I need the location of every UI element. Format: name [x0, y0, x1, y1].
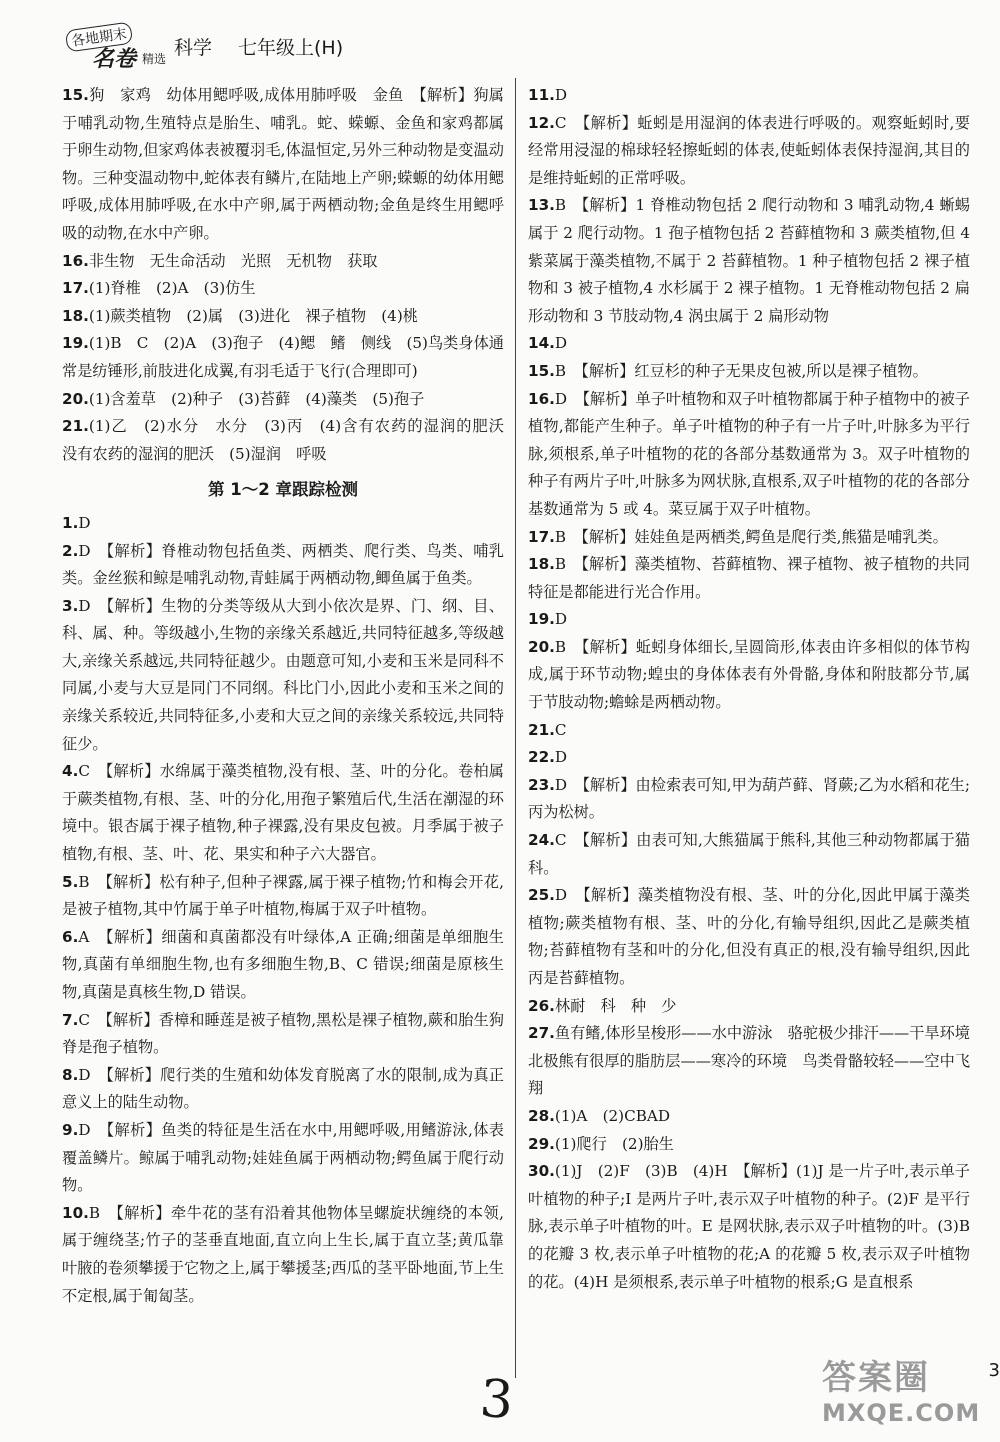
series-logo — [62, 24, 168, 72]
answer-text: D — [554, 334, 568, 353]
answer-item — [62, 510, 504, 538]
answer-text: D — [554, 86, 568, 104]
answer-item — [528, 993, 970, 1021]
answer-number: 18. — [62, 306, 89, 325]
answer-item — [528, 606, 970, 634]
answer-number: 15. — [62, 86, 89, 104]
answer-item — [528, 192, 970, 330]
answer-item — [528, 827, 970, 882]
answer-text: 非生物 无生命活动 光照 无机物 获取 — [88, 251, 378, 270]
answer-number: 17. — [528, 527, 555, 546]
answer-text: D 【解析】脊椎动物包括鱼类、两栖类、爬行类、鸟类、哺乳类。金丝猴和鲸是哺乳动物,青蛙属于两栖动物,鲫鱼属于鱼类。 — [62, 541, 504, 588]
answer-item — [62, 386, 504, 414]
answer-number: 21. — [528, 720, 555, 739]
answer-number: 10. — [62, 1203, 89, 1222]
answer-number: 27. — [528, 1024, 555, 1043]
page-header — [62, 24, 344, 72]
answer-item — [528, 110, 970, 193]
answer-item — [528, 524, 970, 552]
answer-item — [62, 303, 504, 331]
subject-label: 科学 — [174, 36, 213, 59]
answer-text: D — [554, 748, 568, 767]
answer-text: (1)蕨类植物 (2)属 (3)进化 裸子植物 (4)桃 — [88, 306, 418, 325]
answer-number: 30. — [528, 1162, 555, 1181]
answer-number: 24. — [528, 831, 555, 850]
answer-number: 19. — [528, 610, 555, 629]
handwritten-page-mark: 3 — [477, 1368, 516, 1432]
answer-item — [528, 82, 970, 110]
answer-number: 15. — [528, 361, 555, 380]
answer-item — [62, 1062, 504, 1117]
answer-text: B 【解析】娃娃鱼是两栖类,鳄鱼是爬行类,熊猫是哺乳类。 — [554, 527, 948, 546]
answer-text: D 【解析】单子叶植物和双子叶植物都属于种子植物中的被子植物,都能产生种子。单子叶植物的种子有一片子叶,叶脉多为平行脉,须根系,单子叶植物的花的各部分基数通常为 3。双子叶植物的种子有两片子叶,叶脉多为网状脉,直根系,双子叶植物的花的各部分基数通常为 5 或 4。菜豆属于双子叶植物。 — [528, 389, 970, 518]
answer-text: (1)脊椎 (2)A (3)仿生 — [88, 279, 256, 298]
answer-text: C 【解析】蚯蚓是用湿润的体表进行呼吸的。观察蚯蚓时,要经常用浸湿的棉球轻轻擦蚯蚓的体表,使蚯蚓体表保持湿润,其目的是维持蚯蚓的正常呼吸。 — [528, 113, 970, 187]
answer-number: 11. — [528, 86, 555, 104]
answer-text: 林耐 科 种 少 — [554, 996, 677, 1015]
answer-text: C — [554, 720, 567, 739]
answer-item — [62, 248, 504, 276]
answer-item — [528, 1020, 986, 1103]
answer-text: (1)J (2)F (3)B (4)H 【解析】(1)J 是一片子叶,表示单子叶植物的种子;I 是两片子叶,表示双子叶植物的种子。(2)F 是平行脉,表示单子叶植物的叶。E 是网状脉,表示双子叶植物的叶。(3)B 的花瓣 3 枚,表示单子叶植物的花;A 的花瓣 5 枚,表示双子叶植物的花。(4)H 是须根系,表示单子叶植物的根系;G 是直根系 — [528, 1162, 970, 1291]
answer-number: 19. — [62, 334, 89, 353]
answer-item — [62, 538, 504, 593]
answer-text: C 【解析】由表可知,大熊猫属于熊科,其他三种动物都属于猫科。 — [528, 831, 970, 877]
answer-text: D — [554, 610, 568, 629]
answer-item — [62, 924, 504, 1007]
answer-text: B 【解析】牵牛花的茎有沿着其他物体呈螺旋状缠绕的本领,属于缠绕茎;竹子的茎垂直地面,直立向上生长,属于直立茎;黄瓜靠叶腋的卷须攀援于它物之上,属于攀援茎;西瓜的茎平卧地面,节上生不定根,属于匍匐茎。 — [62, 1203, 504, 1305]
watermark-logo — [822, 1350, 992, 1430]
answer-number: 29. — [528, 1134, 555, 1153]
answer-number: 28. — [528, 1106, 555, 1125]
left-answer-list — [62, 82, 520, 468]
answer-item — [62, 330, 504, 385]
answer-number: 20. — [62, 389, 89, 408]
answer-item — [62, 413, 520, 468]
answer-number: 22. — [528, 748, 555, 767]
answer-text: (1)A (2)CBAD — [554, 1106, 671, 1125]
answer-text: B 【解析】红豆杉的种子无果皮包被,所以是裸子植物。 — [554, 361, 928, 380]
answer-number: 5. — [62, 872, 79, 891]
answer-text: C 【解析】香樟和睡莲是被子植物,黑松是裸子植物,蕨和胎生狗脊是孢子植物。 — [62, 1010, 504, 1057]
answer-item — [62, 1007, 504, 1062]
answer-text: 鱼有鳍,体形呈梭形——水中游泳 骆驼极少排汗——干旱环境 北极熊有很厚的脂肪层——寒冷的环境 鸟类骨骼较轻——空中飞翔 — [528, 1024, 986, 1098]
answer-item — [62, 1117, 504, 1200]
section-title: 第 1～2 章跟踪检测 — [208, 480, 358, 500]
watermark-bottom-text: MXQE.COM — [822, 1399, 981, 1427]
answer-item — [528, 744, 970, 772]
answer-text: (1)爬行 (2)胎生 — [554, 1134, 674, 1153]
answer-number: 4. — [62, 762, 79, 781]
answer-text: (1)B C (2)A (3)孢子 (4)鳃 鳍 侧线 (5)鸟类身体通常是纺锤形,前肢进化成翼,有羽毛适于飞行(合理即可) — [62, 334, 504, 380]
answer-item — [528, 1158, 970, 1296]
answer-number: 6. — [62, 927, 79, 946]
answer-item — [528, 634, 970, 717]
answer-number: 20. — [528, 637, 555, 656]
column-divider — [515, 78, 516, 1378]
answer-item — [62, 869, 504, 924]
answer-item — [528, 882, 970, 992]
answer-text: A 【解析】细菌和真菌都没有叶绿体,A 正确;细菌是单细胞生物,真菌有单细胞生物,也有多细胞生物,B、C 错误;细菌是原核生物,真菌是真核生物,D 错误。 — [62, 927, 504, 1001]
answer-text: (1)含羞草 (2)种子 (3)苔藓 (4)藻类 (5)孢子 — [88, 389, 425, 408]
answer-number: 16. — [528, 389, 555, 408]
answer-item — [62, 82, 504, 248]
answer-item — [528, 386, 970, 524]
right-answer-list — [528, 82, 986, 1296]
answer-text: D 【解析】鱼类的特征是生活在水中,用鳃呼吸,用鳍游泳,体表覆盖鳞片。鲸属于哺乳动物;娃娃鱼属于两栖动物;鳄鱼属于爬行动物。 — [62, 1120, 504, 1195]
answer-item — [528, 358, 970, 386]
right-column — [528, 82, 986, 1296]
answer-text: D 【解析】爬行类的生殖和幼体发育脱离了水的限制,成为真正意义上的陆生动物。 — [62, 1065, 504, 1112]
logo-main-text: 名卷 — [92, 47, 137, 72]
answer-item — [528, 717, 970, 745]
answer-text: B 【解析】蚯蚓身体细长,呈圆筒形,体表由许多相似的体节构成,属于环节动物;蝗虫的身体体表有外骨骼,身体和附肢都分节,属于节肢动物;蟾蜍是两栖动物。 — [528, 637, 970, 712]
answer-number: 1. — [62, 513, 79, 532]
grade-label: 七年级上(H) — [238, 36, 344, 59]
answer-number: 8. — [62, 1065, 79, 1084]
answer-number: 17. — [62, 279, 89, 298]
answer-number: 21. — [62, 417, 89, 436]
answer-number: 13. — [528, 196, 555, 215]
page-number: 3 — [988, 1360, 1000, 1381]
left-answer-list-2 — [62, 510, 504, 1310]
answer-item — [528, 330, 970, 358]
answer-text: C 【解析】水绵属于藻类植物,没有根、茎、叶的分化。卷柏属于蕨类植物,有根、茎、叶的分化,用孢子繁殖后代,生活在潮湿的环境中。银杏属于裸子植物,种子裸露,没有果皮包被。月季属于被子植物,有根、茎、叶、花、果实和种子六大器官。 — [62, 762, 504, 864]
answer-item — [62, 758, 504, 868]
answer-number: 23. — [528, 775, 555, 794]
watermark-top-text: 答案圈 — [822, 1358, 930, 1398]
answer-item — [528, 551, 970, 606]
answer-number: 3. — [62, 596, 79, 615]
answer-text: (1)乙 (2)水分 水分 (3)丙 (4)含有农药的湿润的肥沃 没有农药的湿润的肥沃 (5)湿润 呼吸 — [62, 417, 520, 463]
answer-item — [62, 1200, 504, 1310]
logo-sub-text: 精选 — [142, 52, 167, 66]
answer-text: 狗 家鸡 幼体用鳃呼吸,成体用肺呼吸 金鱼 【解析】狗属于哺乳动物,生殖特点是胎生、哺乳。蛇、蝾螈、金鱼和家鸡都属于卵生动物,但家鸡体表被覆羽毛,体温恒定,另外三种动物是变温动物。三种变温动物中,蛇体表有鳞片,在陆地上产卵;蝾螈的幼体用鳃呼吸,成体用肺呼吸,在水中产卵,属于两栖动物;金鱼是终生用鳃呼吸的动物,在水中产卵。 — [62, 86, 504, 242]
answer-number: 16. — [62, 251, 89, 270]
logo-top-text: 各地期末 — [65, 22, 133, 53]
answer-number: 18. — [528, 555, 555, 574]
answer-text: D — [78, 513, 91, 532]
answer-item — [62, 593, 504, 759]
answer-item — [528, 1131, 970, 1159]
answer-text: B 【解析】藻类植物、苔藓植物、裸子植物、被子植物的共同特征是都能进行光合作用。 — [528, 555, 970, 601]
answer-text: B 【解析】1 脊椎动物包括 2 爬行动物和 3 哺乳动物,4 蜥蜴属于 2 爬行动物。1 孢子植物包括 2 苔藓植物和 3 蕨类植物,但 4 紫菜属于藻类植物,不属于 2 苔藓植物。1 种子植物包括 2 裸子植物和 3 被子植物,4 水杉属于 2 裸子植物。1 无脊椎动物包括 2 扁形动物和 3 节肢动物,4 涡虫属于 2 扁形动物 — [528, 196, 970, 325]
left-column — [62, 82, 520, 1310]
answer-number: 14. — [528, 334, 555, 353]
answer-item — [528, 1103, 970, 1131]
answer-number: 2. — [62, 541, 79, 560]
answer-number: 26. — [528, 996, 555, 1015]
answer-item — [62, 275, 504, 303]
answer-text: D 【解析】藻类植物没有根、茎、叶的分化,因此甲属于藻类植物;蕨类植物有根、茎、叶的分化,有输导组织,因此乙是蕨类植物;苔藓植物有茎和叶的分化,但没有真正的根,没有输导组织,因此丙是苔藓植物。 — [528, 886, 970, 987]
answer-number: 25. — [528, 886, 555, 905]
answer-item — [528, 772, 970, 827]
answer-number: 9. — [62, 1120, 79, 1139]
answer-number: 12. — [528, 113, 555, 132]
answer-text: D 【解析】由检索表可知,甲为葫芦藓、肾蕨;乙为水稻和花生;丙为松树。 — [528, 775, 970, 822]
answer-text: D 【解析】生物的分类等级从大到小依次是界、门、纲、目、科、属、种。等级越小,生物的亲缘关系越近,共同特征越多,等级越大,亲缘关系越远,共同特征越少。由题意可知,小麦和玉米是同科不同属,小麦与大豆是同门不同纲。科比门小,因此小麦和玉米之间的亲缘关系较近,共同特征多,小麦和大豆之间的亲缘关系较远,共同特征少。 — [62, 596, 504, 753]
answer-text: B 【解析】松有种子,但种子裸露,属于裸子植物;竹和梅会开花,是被子植物,其中竹属于单子叶植物,梅属于双子叶植物。 — [62, 872, 504, 919]
answer-number: 7. — [62, 1010, 79, 1029]
